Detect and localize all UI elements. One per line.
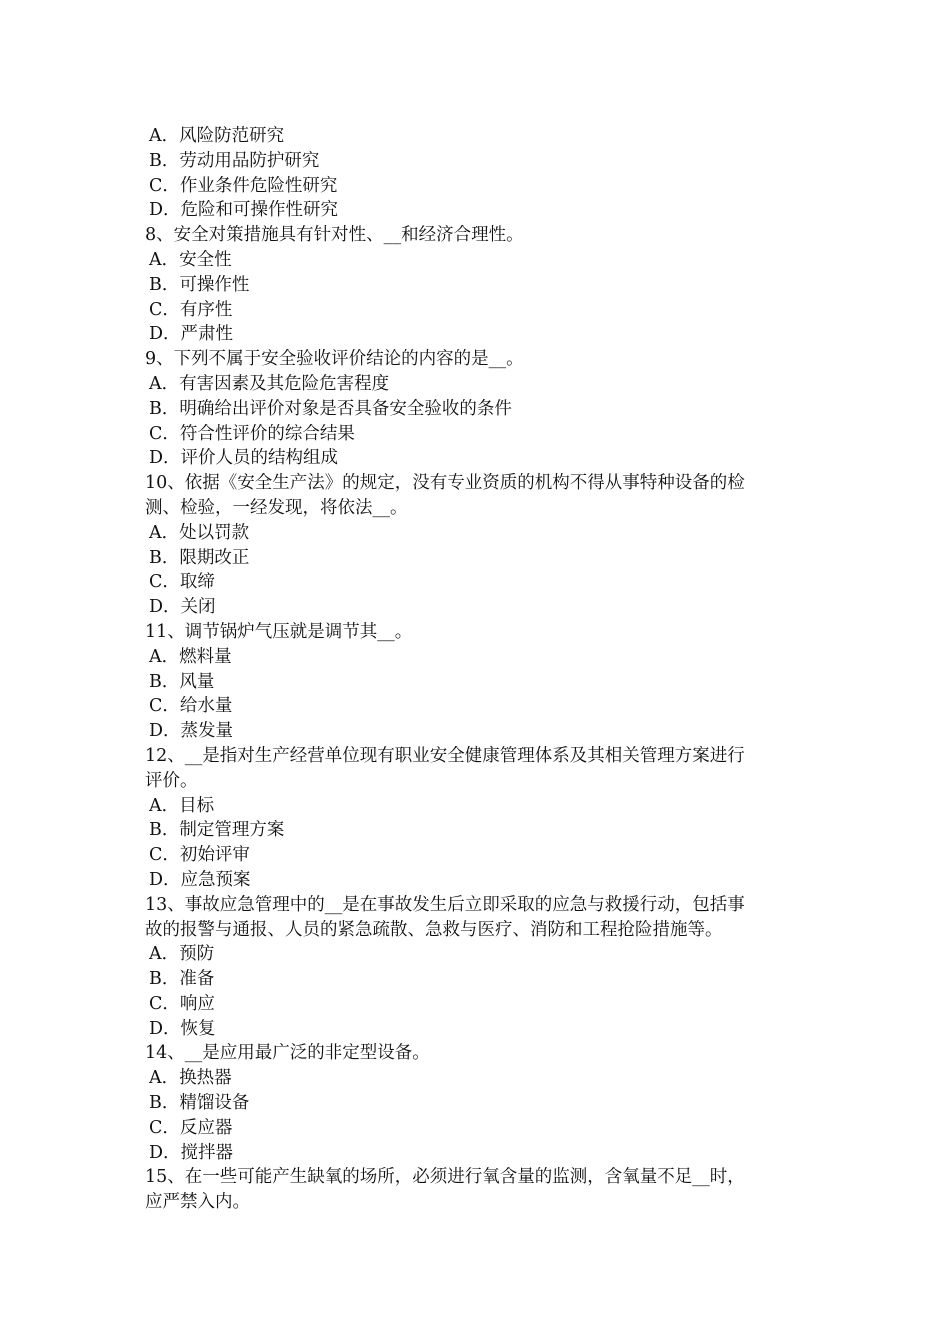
- option-line: D．严肃性: [149, 324, 234, 345]
- question-text-continued: 故的报警与通报、人员的紧急疏散、急救与医疗、消防和工程抢险措施等。: [145, 919, 723, 940]
- question-text: 14、__是应用最广泛的非定型设备。: [145, 1043, 430, 1064]
- question-13: [145, 893, 810, 1042]
- option-line: D．恢复: [149, 1018, 216, 1039]
- option-line: B．劳动用品防护研究: [149, 150, 320, 171]
- question-9: [145, 347, 810, 471]
- lead-options: [145, 124, 810, 223]
- question-text: 15、在一些可能产生缺氧的场所，必须进行氧含量的监测，含氧量不足__时，: [145, 1167, 745, 1188]
- option-line: B．风量: [149, 671, 215, 692]
- document-content: [145, 124, 810, 1215]
- question-12: [145, 744, 810, 893]
- option-line: A．燃料量: [149, 646, 232, 667]
- option-line: D．危险和可操作性研究: [149, 200, 339, 221]
- question-text: 11、调节锅炉气压就是调节其__。: [145, 621, 413, 642]
- question-14: [145, 1041, 810, 1165]
- option-line: A．处以罚款: [149, 522, 250, 543]
- option-line: C．取缔: [149, 572, 215, 593]
- option-line: C．响应: [149, 993, 215, 1014]
- question-15: [145, 1165, 810, 1215]
- question-text: 8、安全对策措施具有针对性、__和经济合理性。: [145, 225, 524, 246]
- option-line: A．换热器: [149, 1068, 232, 1089]
- option-line: B．制定管理方案: [149, 820, 285, 841]
- question-text: 10、依据《安全生产法》的规定，没有专业资质的机构不得从事特种设备的检: [145, 473, 745, 494]
- option-line: B．可操作性: [149, 274, 250, 295]
- option-line: B．准备: [149, 969, 215, 990]
- option-line: C．给水量: [149, 696, 233, 717]
- option-line: A．风险防范研究: [149, 126, 285, 146]
- option-line: C．反应器: [149, 1117, 233, 1138]
- question-text-continued: 应严禁入内。: [145, 1192, 250, 1213]
- option-line: B．明确给出评价对象是否具备安全验收的条件: [149, 398, 512, 419]
- question-text: 9、下列不属于安全验收评价结论的内容的是__。: [145, 349, 524, 370]
- option-line: C．初始评审: [149, 845, 250, 866]
- option-line: D．应急预案: [149, 869, 251, 890]
- option-line: C．作业条件危险性研究: [149, 175, 338, 196]
- option-line: D．评价人员的结构组成: [149, 448, 339, 469]
- option-line: A．有害因素及其危险危害程度: [149, 373, 390, 394]
- option-line: D．搅拌器: [149, 1142, 234, 1163]
- option-line: C．符合性评价的综合结果: [149, 423, 355, 444]
- question-text: 13、事故应急管理中的__是在事故发生后立即采取的应急与救援行动，包括事: [145, 894, 745, 915]
- option-line: A．预防: [149, 944, 215, 965]
- option-line: B．限期改正: [149, 547, 250, 568]
- question-8: [145, 223, 810, 347]
- option-line: A．目标: [149, 795, 215, 816]
- question-11: [145, 620, 810, 744]
- option-line: B．精馏设备: [149, 1093, 250, 1114]
- question-10: [145, 471, 810, 620]
- question-text: 12、__是指对生产经营单位现有职业安全健康管理体系及其相关管理方案进行: [145, 745, 745, 766]
- question-text-continued: 测、检验，一经发现，将依法__。: [145, 497, 408, 518]
- option-line: D．蒸发量: [149, 721, 234, 742]
- option-line: D．关闭: [149, 597, 216, 618]
- option-line: A．安全性: [149, 249, 232, 270]
- question-text-continued: 评价。: [145, 770, 198, 791]
- option-line: C．有序性: [149, 299, 233, 320]
